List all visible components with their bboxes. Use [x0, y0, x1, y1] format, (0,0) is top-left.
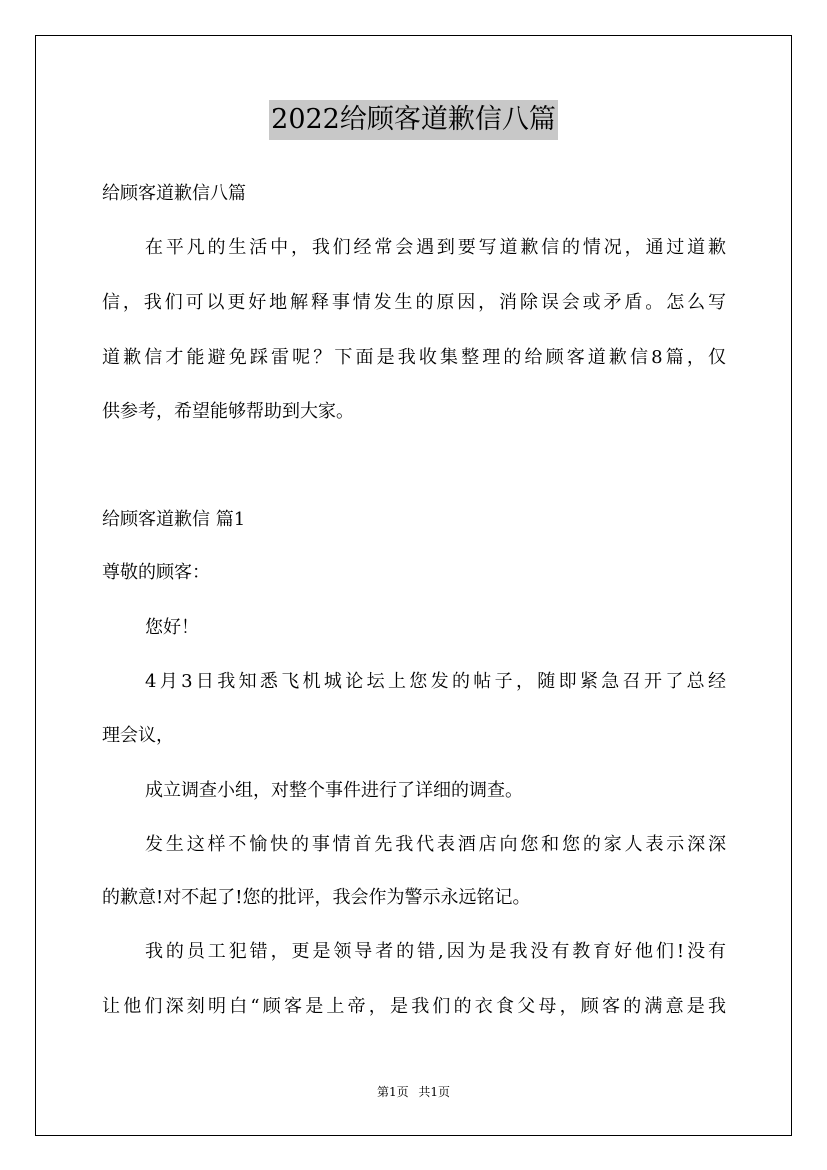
body-line: 4月3日我知悉飞机城论坛上您发的帖子，随即紧急召开了总经	[145, 671, 726, 692]
body-line: 的歉意!对不起了!您的批评，我会作为警示永远铭记。	[102, 887, 531, 908]
body-line: 我的员工犯错，更是领导者的错,因为是我没有教育好他们!没有	[145, 941, 726, 962]
salutation: 尊敬的顾客：	[102, 562, 210, 583]
page-number-total: 共1页	[418, 1085, 451, 1099]
greeting: 您好！	[145, 617, 199, 638]
title-container	[0, 100, 827, 140]
intro-line: 道歉信才能避免踩雷呢？下面是我收集整理的给顾客道歉信8篇，仅	[102, 347, 726, 368]
body-line: 成立调查小组，对整个事件进行了详细的调查。	[145, 780, 523, 801]
body-line: 理会议，	[102, 725, 174, 746]
body-line: 发生这样不愉快的事情首先我代表酒店向您和您的家人表示深深	[145, 834, 726, 855]
intro-line: 在平凡的生活中，我们经常会遇到要写道歉信的情况，通过道歉	[145, 237, 726, 258]
page-number-current: 第1页	[376, 1085, 409, 1099]
intro-line: 供参考，希望能够帮助到大家。	[102, 401, 354, 422]
body-line: 让他们深刻明白“顾客是上帝，是我们的衣食父母，顾客的满意是我	[102, 996, 726, 1017]
document-subtitle: 给顾客道歉信八篇	[102, 183, 246, 204]
page-footer	[0, 1083, 827, 1101]
intro-line: 信，我们可以更好地解释事情发生的原因，消除误会或矛盾。怎么写	[102, 292, 726, 313]
document-title: 2022给顾客道歉信八篇	[269, 100, 558, 140]
section-heading: 给顾客道歉信 篇1	[102, 509, 246, 530]
